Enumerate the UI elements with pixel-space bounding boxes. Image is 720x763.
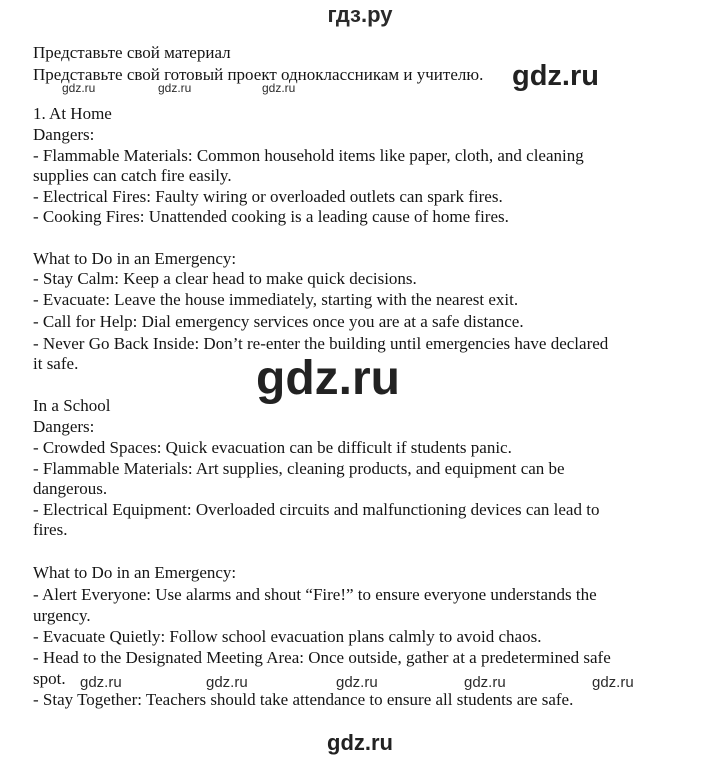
list-item: - Stay Together: Teachers should take attendance to ensure all students are safe. [33,690,574,709]
list-item: it safe. [33,354,79,373]
list-item: - Flammable Materials: Common household items like paper, cloth, and cleaning [33,146,584,165]
list-item: - Evacuate Quietly: Follow school evacuation plans calmly to avoid chaos. [33,627,542,646]
list-item: - Cooking Fires: Unattended cooking is a leading cause of home fires. [33,207,509,226]
list-item: - Call for Help: Dial emergency services once you are at a safe distance. [33,312,524,331]
watermark-small: gdz.ru [158,81,192,95]
intro-title: Представьте свой материал [33,43,231,62]
dangers-label: Dangers: [33,125,95,144]
watermark-small: gdz.ru [336,674,378,691]
list-item: urgency. [33,606,91,625]
list-item: fires. [33,520,68,539]
list-item: - Never Go Back Inside: Don’t re-enter the building until emergencies have declared [33,334,609,353]
list-item: - Electrical Equipment: Overloaded circuits and malfunctioning devices can lead to [33,500,600,519]
footer-watermark: gdz.ru [327,730,393,755]
list-item: spot. [33,669,66,688]
emergency-label: What to Do in an Emergency: [33,249,237,268]
watermark-small: gdz.ru [62,81,96,95]
list-item: - Head to the Designated Meeting Area: Once outside, gather at a predetermined safe [33,648,611,667]
dangers-label: Dangers: [33,417,95,436]
list-item: - Stay Calm: Keep a clear head to make quick decisions. [33,269,417,288]
emergency-label: What to Do in an Emergency: [33,563,237,582]
section-heading-school: In a School [33,396,111,415]
section-heading-home: 1. At Home [33,104,112,123]
watermark-small: gdz.ru [592,674,634,691]
watermark-large: gdz.ru [256,352,400,405]
list-item: - Flammable Materials: Art supplies, cleaning products, and equipment can be [33,459,565,478]
list-item: - Evacuate: Leave the house immediately, starting with the nearest exit. [33,290,519,309]
site-header[interactable]: гдз.ру [327,2,393,27]
watermark-small: gdz.ru [464,674,506,691]
list-item: - Electrical Fires: Faulty wiring or overloaded outlets can spark fires. [33,187,503,206]
watermark-small: gdz.ru [80,674,122,691]
watermark-large: gdz.ru [512,60,599,92]
list-item: supplies can catch fire easily. [33,166,232,185]
list-item: - Alert Everyone: Use alarms and shout “Fire!” to ensure everyone understands the [33,585,597,604]
list-item: - Crowded Spaces: Quick evacuation can be difficult if students panic. [33,438,512,457]
intro-subtitle: Представьте свой готовый проект одноклассникам и учителю. [33,65,484,84]
list-item: dangerous. [33,479,108,498]
watermark-small: gdz.ru [262,81,296,95]
watermark-small: gdz.ru [206,674,248,691]
